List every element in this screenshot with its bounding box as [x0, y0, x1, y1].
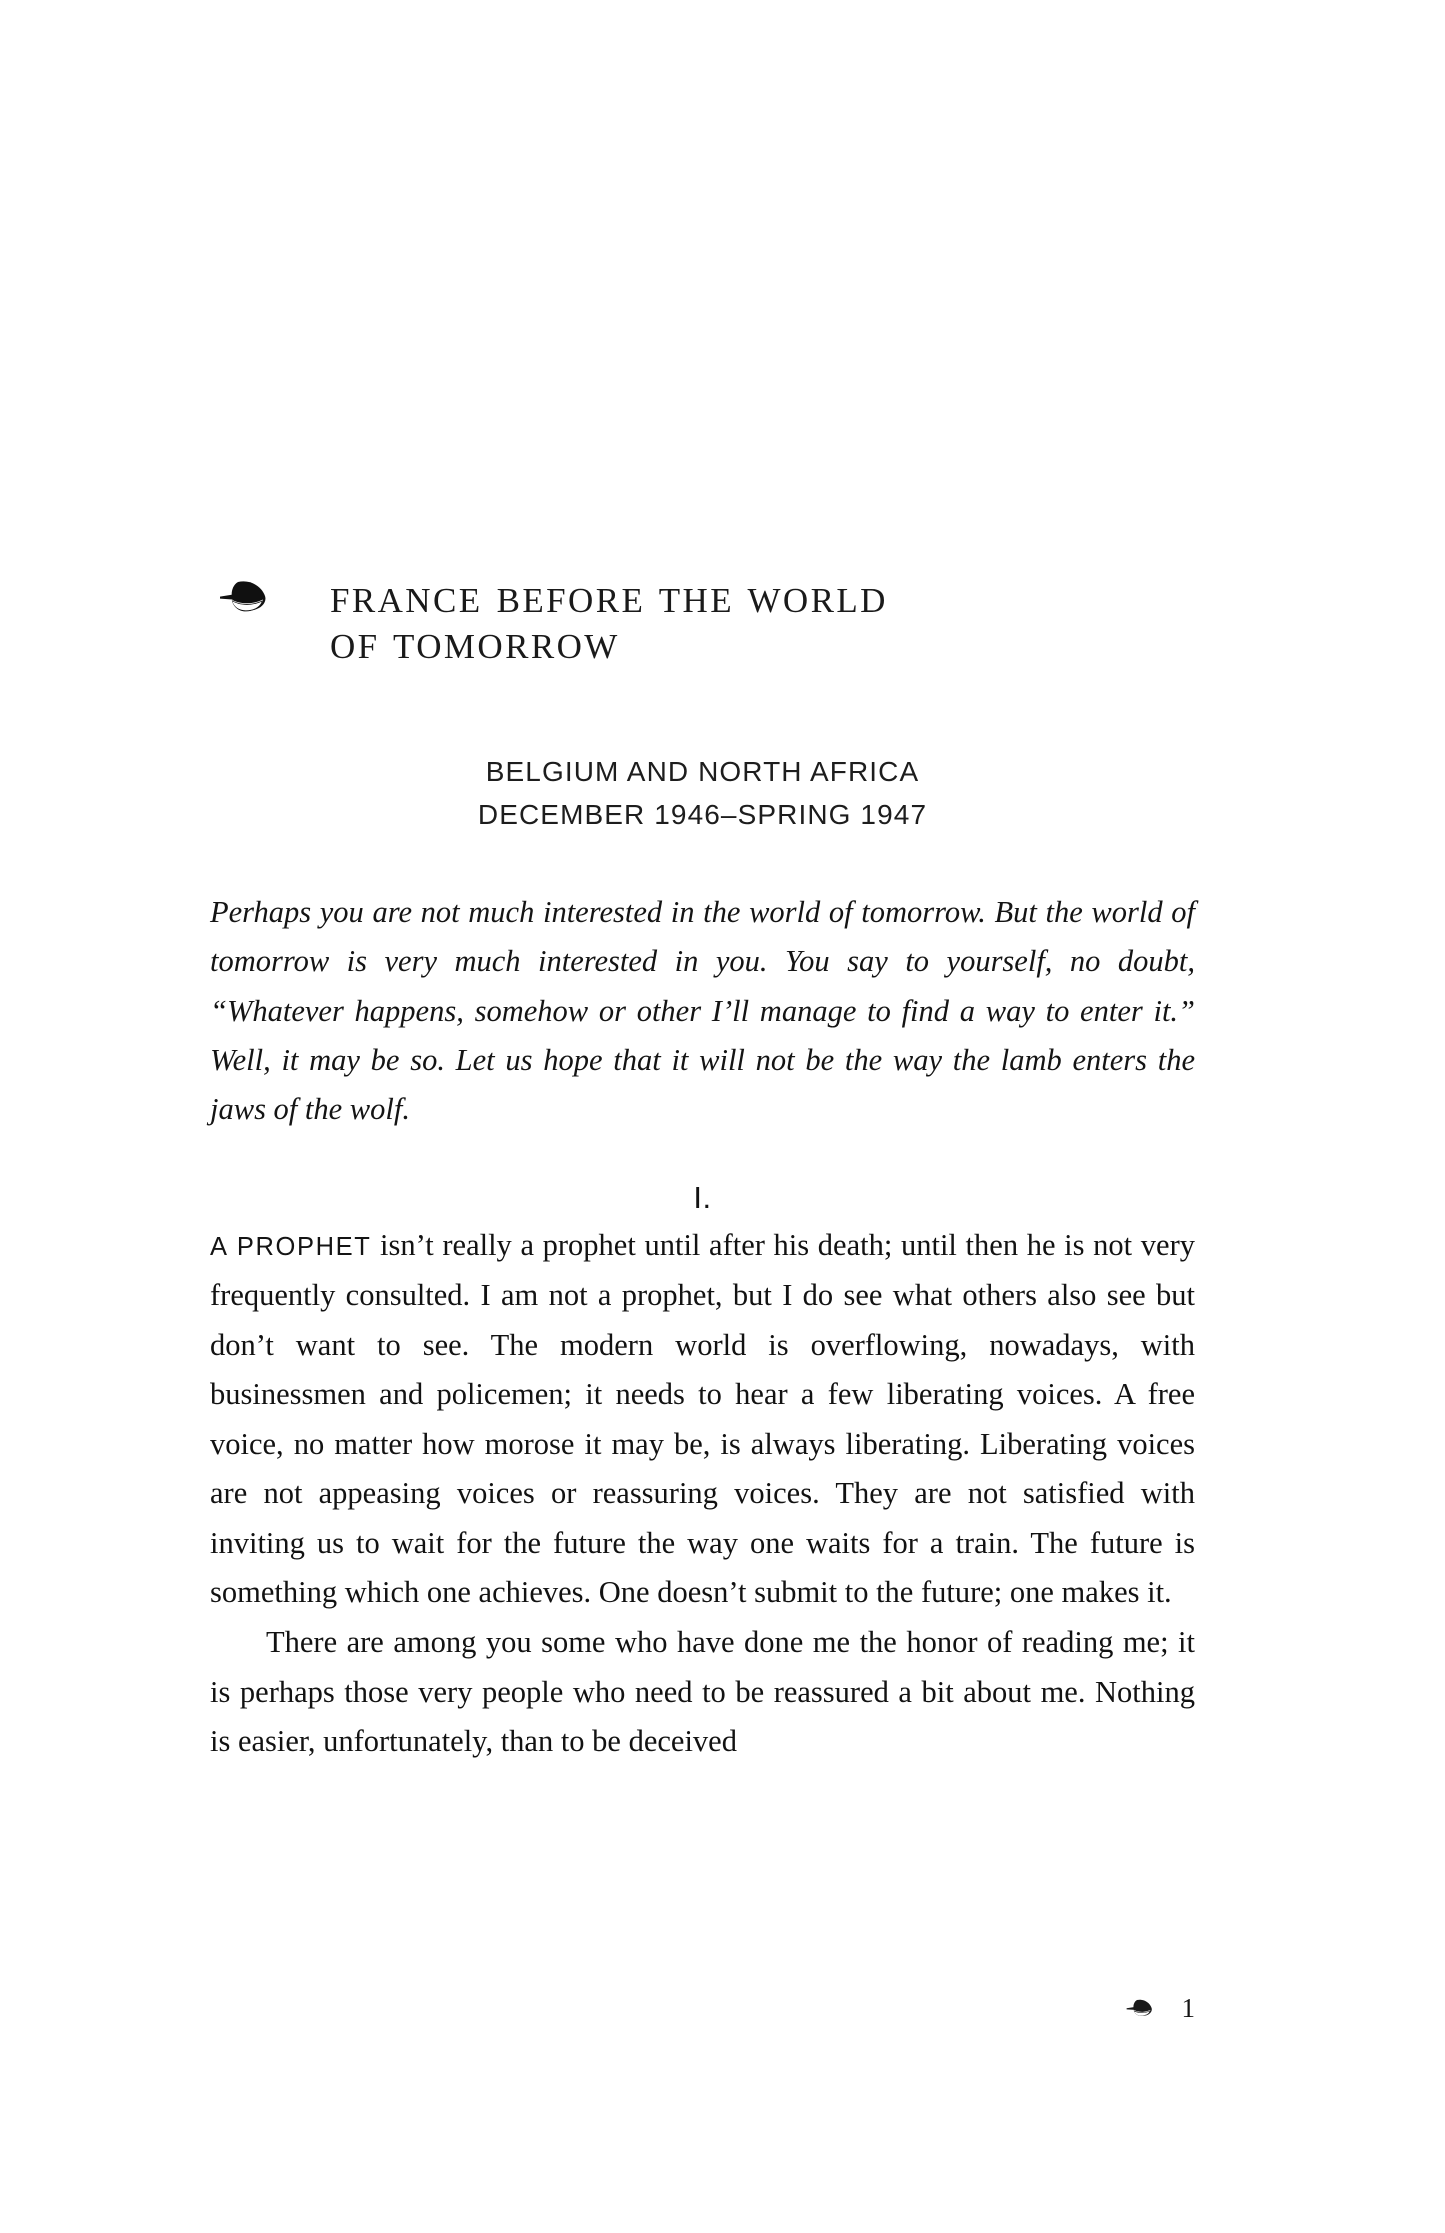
chapter-heading	[210, 0, 1195, 669]
section-number: I.	[693, 1180, 712, 1216]
page-text-block	[210, 0, 1195, 1767]
chapter-subtitle	[210, 669, 1195, 836]
body-paragraph-2: There are among you some who have done me the honor of reading me; it is perhaps those very people who need to be reassured a bit about me. Nothing is easier, unfortunately, than to be deceived	[210, 1624, 1195, 1759]
chapter-subtitle-date: DECEMBER 1946–SPRING 1947	[477, 798, 928, 830]
page-footer	[210, 1995, 1195, 2022]
body-paragraph-1	[210, 1221, 1195, 1618]
chapter-title	[210, 578, 1195, 669]
leaf-ornament-icon	[218, 578, 274, 618]
leaf-ornament-icon	[1126, 1998, 1156, 2020]
paragraph-1-body: isn’t really a prophet until after his death; until then he is not very frequently consulted. I am not a prophet, but I do see what others also see but don’t want to see. The modern world is overflowing, nowadays, with businessmen and policemen; it needs to hear a few liberating voices. A free voice, no matter how morose it may be, is always liberating. Liberating voices are not appeasing voices or reassuring voices. They are not satisfied with inviting us to wait for the future the way one waits for a train. The future is something which one achieves. One doesn’t submit to the future; one makes it.	[210, 1228, 1195, 1610]
paragraph-opening-smallcaps: A PROPHET	[210, 1233, 372, 1262]
epigraph-text: Perhaps you are not much interested in the world of tomorrow. But the world of tomorrow is very much interested in you. You say to yourself, no doubt, “Whatever happens, somehow or other I’ll manage to find a way to enter it.” Well, it may be so. Let us hope that it will not be the way the lamb enters the jaws of the wolf.	[210, 895, 1195, 1127]
chapter-title-line-1: FRANCE BEFORE THE WORLD	[330, 581, 888, 620]
chapter-title-line-2: OF TOMORROW	[330, 626, 620, 666]
page-number: 1	[1181, 1993, 1195, 2023]
chapter-subtitle-place: BELGIUM AND NORTH AFRICA	[485, 756, 920, 787]
